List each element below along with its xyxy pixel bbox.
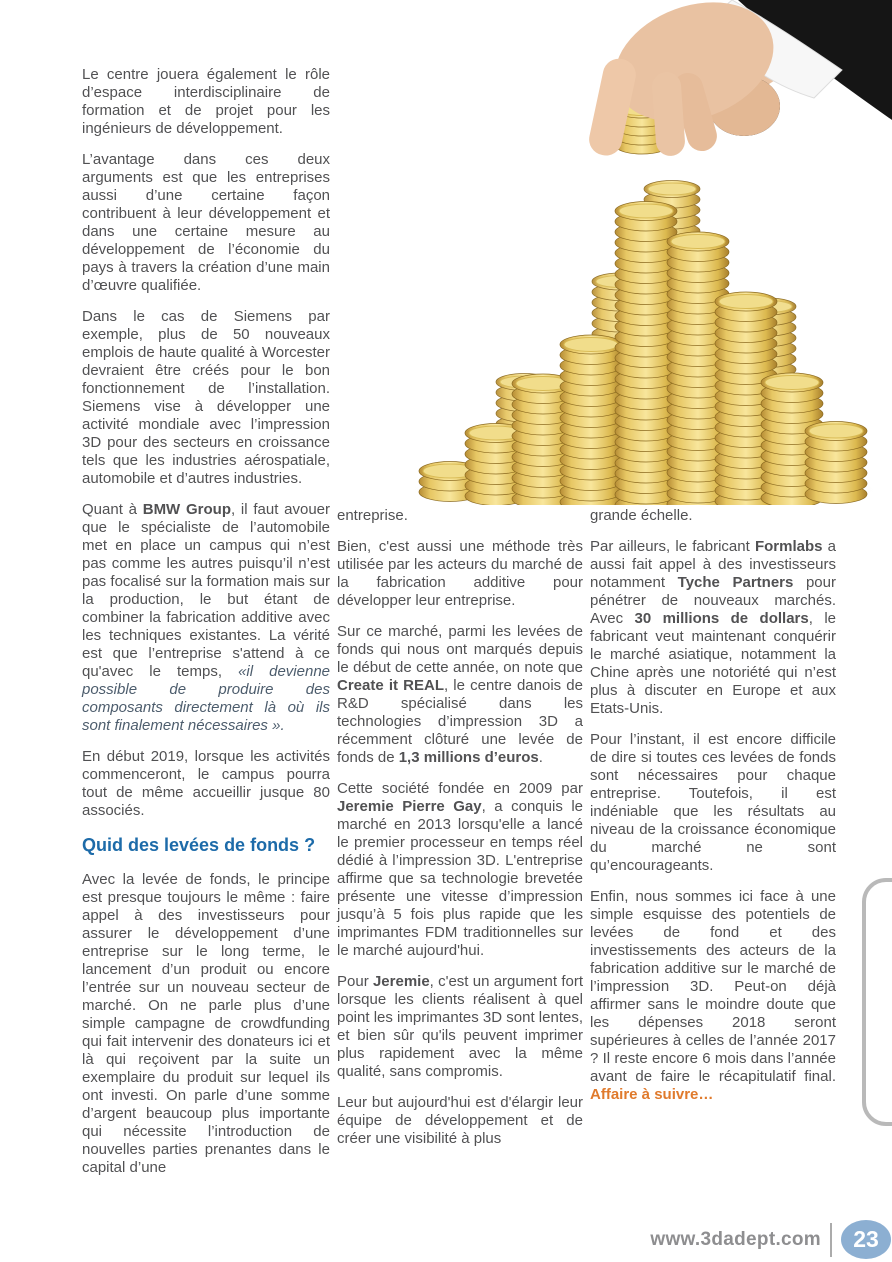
paragraph: L’avantage dans ces deux arguments est que les entreprises aussi d’une certaine façon contribuent à leur développement et dans une certaine mesure au développement de l’économie du pays à travers la création d’une main d’œuvre qualifiée. (82, 151, 330, 294)
hand-stacking-coins-image (392, 0, 892, 505)
section-heading: Quid des levées de fonds ? (82, 835, 316, 855)
paragraph: Sur ce marché, parmi les levées de fonds qui nous ont marqués depuis le début de cette année, on note que Create it REAL, le centre danois de R&D spécialisé dans les technologies d’impression 3D a récemment clôturé une levée de fonds de 1,3 millions d’euros. (337, 623, 583, 766)
coin-stacks-front-row (419, 202, 867, 506)
paragraph: En début 2019, lorsque les activités commenceront, le campus pourra tout de même accueillir jusque 80 associés. (82, 748, 330, 819)
paragraph: grande échelle. (590, 507, 693, 524)
text-column-left (82, 66, 330, 1190)
paragraph: Pour l’instant, il est encore difficile de dire si toutes ces levées de fonds sont nécessaires pour chaque entreprise. Toutefois, il est indéniable que les résultats au niveau de la croissance économique du marché ne sont qu’encourageants. (590, 731, 836, 874)
text-column-right (590, 507, 836, 1117)
footer-divider (830, 1223, 832, 1257)
paragraph: Bien, c'est aussi une méthode très utilisée par les acteurs du marché de la fabrication additive pour développer leur entreprise. (337, 538, 583, 609)
paragraph: Avec la levée de fonds, le principe est presque toujours le même : faire appel à des investisseurs pour assurer le développement d’une entreprise sur le long terme, le lancement d’un produit ou encore l’entrée sur un nouveau secteur de marché. On ne parle plus d’une simple campagne de crowdfunding qui fait intervenir des donateurs ici et là qui reçoivent par la suite un exemplaire du produit sur lequel ils ont investi. On parle d’une somme d’argent beaucoup plus importante qui nécessite l’introduction de nouvelles parties prenantes dans le capital d’une (82, 871, 330, 1176)
page-edge-tab (862, 878, 892, 1126)
paragraph: Quant à BMW Group, il faut avouer que le spécialiste de l’automobile met en place un campus qui n’est pas comme les autres puisqu’il n’est pas focalisé sur la formation mais sur la production, le but étant de combiner la fabrication additive avec les techniques existantes. La vérité est que l’entreprise s'attend à ce qu'avec le temps, «il devienne possible de produire des composants directement là où ils sont finalement nécessaires ». (82, 501, 330, 734)
paragraph: Cette société fondée en 2009 par Jeremie Pierre Gay, a conquis le marché en 2013 lorsqu'elle a lancé le premier processeur en temps réel dédié à l’impression 3D. L'entreprise affirme que sa technologie brevetée présente une vitesse d’impression jusqu’à 5 fois plus rapide que les imprimantes FDM traditionnelles sur le marché aujourd'hui. (337, 780, 584, 959)
paragraph: Dans le cas de Siemens par exemple, plus de 50 nouveaux emplois de haute qualité à Worcester devraient être créés pour le bon fonctionnement de l’installation. Siemens vise à développer une activité mondiale avec l’impression 3D pour des secteurs en croissance tels que les industries aérospatiale, automobile et d’autres industries. (82, 308, 330, 487)
paragraph: Pour Jeremie, c'est un argument fort lorsque les clients réalisent à quel point les imprimantes 3D sont lentes, et bien sûr qu'ils peuvent imprimer plus rapidement avec la même qualité, sans compromis. (337, 973, 583, 1080)
website-url: www.3dadept.com (650, 1228, 821, 1250)
paragraph: entreprise. (337, 507, 408, 524)
paragraph: Par ailleurs, le fabricant Formlabs a aussi fait appel à des investisseurs notamment Tyche Partners pour pénétrer de nouveaux marchés. Avec 30 millions de dollars, le fabricant veut maintenant conquérir le marché asiatique, notamment la Chine après une notoriété qui n’est plus à discuter en Europe et aux Etats-Unis. (590, 538, 837, 717)
paragraph: Enfin, nous sommes ici face à une simple esquisse des potentiels de levées de fond et des investissements des acteurs de la fabrication additive sur le marché de l’impression 3D. Peut-on déjà affirmer sans le moindre doute que les dépenses 2018 seront supérieures à celles de l’année 2017 ? Il reste encore 6 mois dans l’année avant de faire le récapitulatif final. Affaire à suivre… (590, 888, 836, 1103)
page-number-badge: 23 (841, 1220, 891, 1259)
paragraph: Le centre jouera également le rôle d’espace interdisciplinaire de formation et de projet pour les ingénieurs de développement. (82, 66, 330, 137)
page-footer (650, 1220, 891, 1259)
text-column-middle (337, 507, 583, 1161)
paragraph: Leur but aujourd'hui est d'élargir leur équipe de développement et de créer une visibilité à plus (337, 1094, 583, 1147)
